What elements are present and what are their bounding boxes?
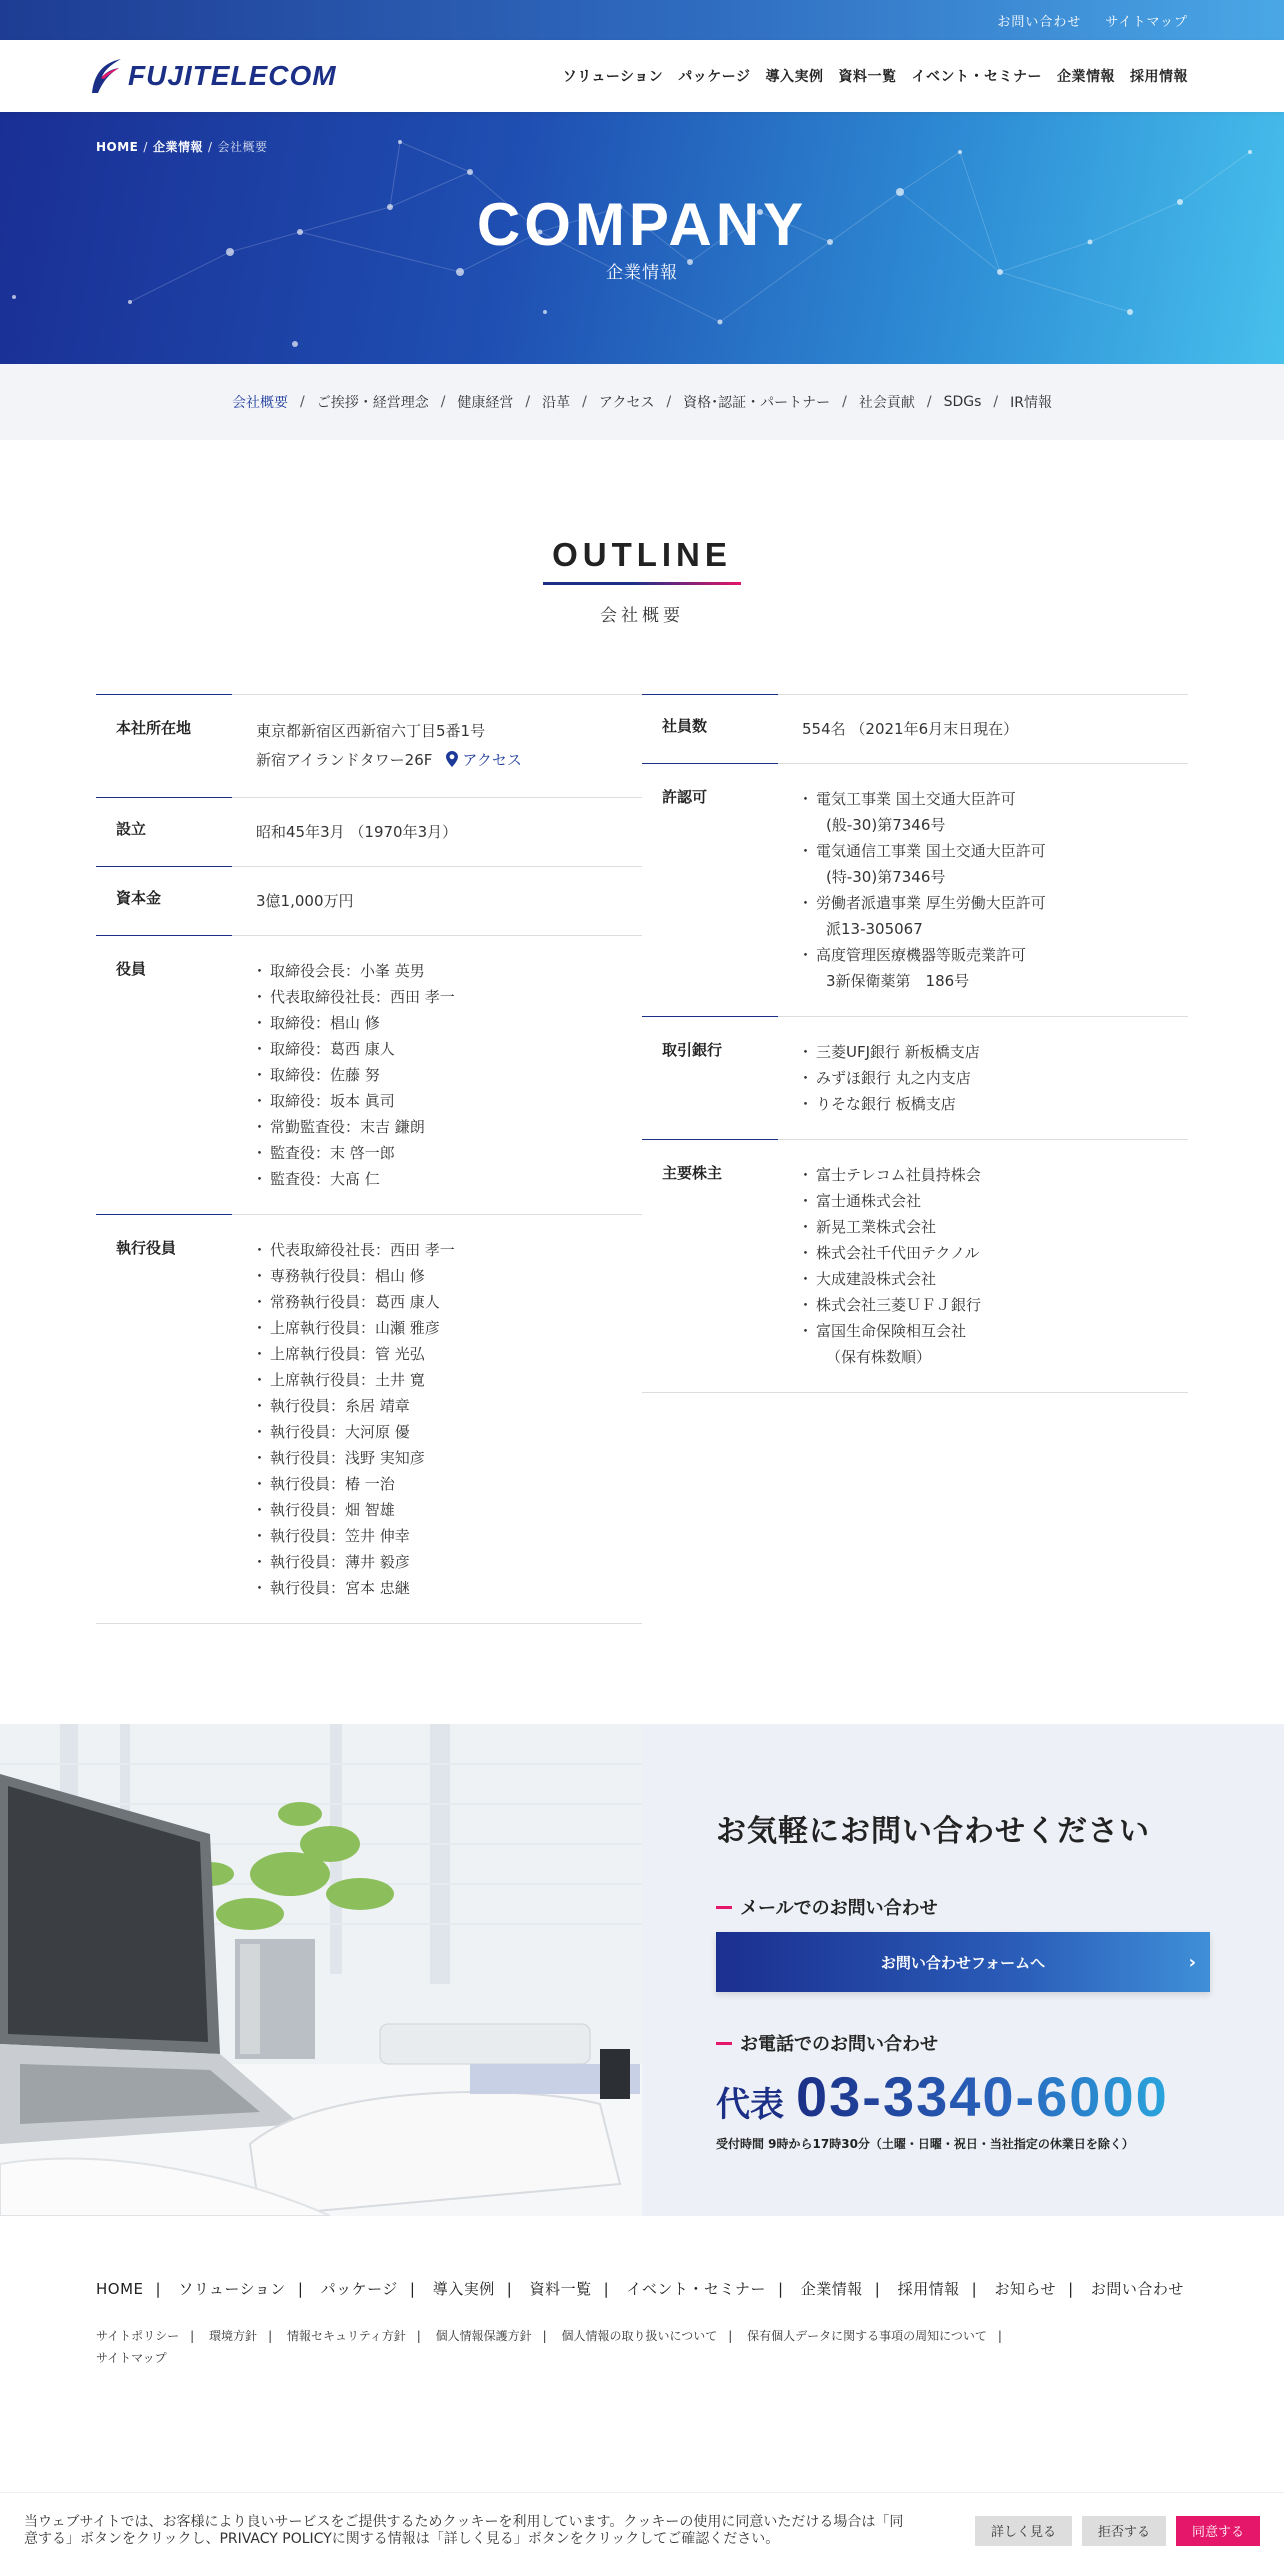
row-value bbox=[778, 764, 1188, 1016]
row-label: 取引銀行 bbox=[642, 1016, 778, 1139]
phone-number[interactable]: 03-3340-6000 bbox=[796, 2065, 1169, 2128]
license-number: 派13-305067 bbox=[826, 920, 923, 938]
hq-address-line2 bbox=[256, 746, 622, 775]
list-item: ・ 株式会社三菱ＵＦＪ銀行 bbox=[802, 1292, 1168, 1318]
list-item: ・ 専務執行役員：椙山 修 bbox=[256, 1263, 622, 1289]
footer-link-personal-data[interactable]: 保有個人データに関する事項の周知について bbox=[747, 2329, 987, 2343]
row-value bbox=[778, 1017, 1188, 1139]
contact-form-button[interactable] bbox=[716, 1932, 1210, 1992]
list-item: ・ 監査役：末 啓一郎 bbox=[256, 1140, 622, 1166]
access-link[interactable] bbox=[446, 751, 522, 769]
logo[interactable] bbox=[88, 57, 337, 95]
row-value: 昭和45年3月 （1970年3月） bbox=[256, 823, 458, 841]
nav-solutions[interactable]: ソリューション bbox=[562, 69, 664, 85]
subnav-message[interactable]: ご挨拶・経営理念 bbox=[316, 395, 429, 411]
list-item: ・ 執行役員：椿 一治 bbox=[256, 1471, 622, 1497]
footer-link-sitemap[interactable]: サイトマップ bbox=[96, 2351, 167, 2365]
list-item bbox=[802, 942, 1168, 994]
footer-link-environment[interactable]: 環境方針 bbox=[209, 2329, 258, 2343]
list-item: ・ 上席執行役員：土井 寛 bbox=[256, 1367, 622, 1393]
row-label: 設立 bbox=[96, 797, 232, 866]
site-header bbox=[0, 40, 1284, 112]
list-item: ・ 富国生命保険相互会社 bbox=[802, 1318, 1168, 1344]
nav-recruit[interactable]: 採用情報 bbox=[1130, 69, 1188, 85]
page-title: COMPANY bbox=[476, 191, 808, 258]
row-officers bbox=[96, 936, 642, 1215]
section-heading bbox=[96, 536, 1188, 626]
list-item: ・ 上席執行役員：管 光弘 bbox=[256, 1341, 622, 1367]
contact-heading: お気軽にお問い合わせください bbox=[716, 1814, 1150, 1849]
phone-label: 代表 bbox=[716, 2085, 784, 2125]
mail-contact-heading: メールでのお問い合わせ bbox=[716, 1894, 1216, 1920]
list-item: ・ 代表取締役社長：西田 孝一 bbox=[256, 984, 622, 1010]
footer-nav-events[interactable]: イベント・セミナー bbox=[626, 2280, 766, 2298]
cookie-message: 当ウェブサイトでは、お客様により良いサービスをご提供するためクッキーを利用しています。クッキーの使用に同意いただける場合は「同意する」ボタンをクリックし、PRIVACY POLICYに関する情報は「詳しく見る」ボタンをクリックしてご確認ください。 bbox=[24, 2513, 904, 2547]
row-value bbox=[232, 936, 642, 1214]
list-item: ・ 取締役：葛西 康人 bbox=[256, 1036, 622, 1062]
list-item: ・ 執行役員：薄井 毅彦 bbox=[256, 1549, 622, 1575]
list-item: ・ 執行役員：畑 智雄 bbox=[256, 1497, 622, 1523]
phone-contact-heading: お電話でのお問い合わせ bbox=[716, 2030, 1216, 2056]
list-item: ・ 代表取締役社長：西田 孝一 bbox=[256, 1237, 622, 1263]
row-label: 執行役員 bbox=[96, 1214, 232, 1623]
access-link-label: アクセス bbox=[462, 751, 522, 769]
officers-list bbox=[256, 958, 622, 1192]
row-label: 本社所在地 bbox=[96, 694, 232, 797]
executives-list bbox=[256, 1237, 622, 1601]
row-label: 役員 bbox=[96, 935, 232, 1214]
subnav-ir[interactable]: IR情報 bbox=[1010, 395, 1052, 411]
footer-nav-solutions[interactable]: ソリューション bbox=[178, 2280, 286, 2298]
list-item: ・ りそな銀行 板橋支店 bbox=[802, 1091, 1168, 1117]
list-item: ・ 株式会社千代田テクノル bbox=[802, 1240, 1168, 1266]
list-item: ・ 大成建設株式会社 bbox=[802, 1266, 1168, 1292]
list-item bbox=[802, 786, 1168, 838]
outline-section bbox=[0, 440, 1284, 1724]
page-subtitle: 企業情報 bbox=[606, 263, 678, 283]
banks-list bbox=[802, 1039, 1168, 1117]
section-title-en: OUTLINE bbox=[552, 536, 732, 573]
cookie-details-button[interactable]: 詳しく見る bbox=[975, 2516, 1072, 2546]
subnav-sdgs[interactable]: SDGs bbox=[943, 394, 982, 410]
shareholders-list bbox=[802, 1162, 1168, 1370]
cookie-agree-button[interactable]: 同意する bbox=[1176, 2516, 1260, 2546]
license-name: 労働者派遣事業 厚生労働大臣許可 bbox=[816, 894, 1046, 912]
list-item: ・ 取締役：坂本 眞司 bbox=[256, 1088, 622, 1114]
footer-nav-packages[interactable]: パッケージ bbox=[320, 2280, 398, 2298]
list-item: ・ 新晃工業株式会社 bbox=[802, 1214, 1168, 1240]
breadcrumb: HOME / 企業情報 / 会社概要 bbox=[96, 140, 268, 154]
footer-policy-links: サイトポリシー | 環境方針 | 情報セキュリティ方針 | 個人情報保護方針 | 個人情報の取り扱いについて | 保有個人データに関する事項の周知について | サイトマップ bbox=[96, 2329, 1002, 2365]
cookie-reject-button[interactable]: 拒否する bbox=[1082, 2516, 1166, 2546]
list-item: ・ 富士通株式会社 bbox=[802, 1188, 1168, 1214]
footer-nav-recruit[interactable]: 採用情報 bbox=[897, 2280, 960, 2298]
footer-link-security[interactable]: 情報セキュリティ方針 bbox=[286, 2329, 406, 2343]
row-value bbox=[232, 695, 642, 797]
contact-panel bbox=[642, 1724, 1284, 2216]
list-item bbox=[802, 890, 1168, 942]
license-number: 3新保衛薬第 186号 bbox=[826, 972, 970, 990]
subnav-outline[interactable]: 会社概要 bbox=[231, 395, 288, 411]
hq-address-building: 新宿アイランドタワー26F bbox=[256, 751, 433, 769]
license-name: 高度管理医療機器等販売業許可 bbox=[816, 946, 1027, 964]
company-info-tables bbox=[96, 694, 1188, 1624]
list-item: ・ 執行役員：糸居 靖章 bbox=[256, 1393, 622, 1419]
license-name: 電気工事業 国土交通大臣許可 bbox=[816, 790, 1016, 808]
list-item: ・ 取締役：佐藤 努 bbox=[256, 1062, 622, 1088]
footer-link-privacy-handling[interactable]: 個人情報の取り扱いについて bbox=[561, 2329, 718, 2343]
info-table-right bbox=[642, 694, 1188, 1624]
cookie-buttons bbox=[975, 2516, 1260, 2546]
list-item: ・ 取締役会長：小峯 英男 bbox=[256, 958, 622, 984]
list-item bbox=[802, 838, 1168, 890]
list-item: ・ 執行役員：笠井 伸幸 bbox=[256, 1523, 622, 1549]
list-item: ・ 常勤監査役：末吉 鎌朗 bbox=[256, 1114, 622, 1140]
row-capital bbox=[96, 867, 642, 936]
row-employees bbox=[642, 694, 1188, 764]
chevron-right-icon: › bbox=[1188, 1952, 1196, 1973]
list-item: ・ みずほ銀行 丸之内支店 bbox=[802, 1065, 1168, 1091]
row-label: 主要株主 bbox=[642, 1139, 778, 1392]
row-executives bbox=[96, 1215, 642, 1624]
contact-section bbox=[0, 1724, 1284, 2216]
row-value bbox=[778, 1140, 1188, 1392]
phone-number-block bbox=[716, 2064, 1216, 2129]
company-subnav: 会社概要 / ご挨拶・経営理念 / 健康経営 / 沿革 / アクセス / 資格･認証・パートナー / 社会貢献 / SDGs / IR情報 bbox=[0, 364, 1284, 440]
map-pin-icon bbox=[446, 751, 458, 767]
nav-case-studies[interactable]: 導入実例 bbox=[765, 69, 824, 85]
subnav-access[interactable]: アクセス bbox=[598, 395, 655, 411]
cookie-consent-bar bbox=[0, 2492, 1284, 2568]
list-item: ・ 常務執行役員：葛西 康人 bbox=[256, 1289, 622, 1315]
topbar-sitemap-link[interactable]: サイトマップ bbox=[1105, 14, 1188, 30]
hq-address-line1: 東京都新宿区西新宿六丁目5番1号 bbox=[256, 722, 486, 740]
row-value: 554名 （2021年6月末日現在） bbox=[802, 720, 1019, 738]
site-footer bbox=[0, 2216, 1284, 2369]
footer-nav-company[interactable]: 企業情報 bbox=[800, 2280, 863, 2298]
nav-events[interactable]: イベント・セミナー bbox=[911, 69, 1042, 85]
list-item: ・ 執行役員：浅野 実知彦 bbox=[256, 1445, 622, 1471]
row-headquarters bbox=[96, 694, 642, 798]
row-founded bbox=[96, 798, 642, 867]
list-item: ・ 執行役員：宮本 忠継 bbox=[256, 1575, 622, 1601]
list-item: ・ 執行役員：大河原 優 bbox=[256, 1419, 622, 1445]
shareholders-note: （保有株数順） bbox=[826, 1348, 932, 1366]
footer-link-privacy-policy[interactable]: 個人情報保護方針 bbox=[435, 2329, 532, 2343]
footer-nav-news[interactable]: お知らせ bbox=[994, 2280, 1057, 2298]
breadcrumb-company[interactable]: 企業情報 bbox=[152, 140, 203, 154]
row-licenses bbox=[642, 764, 1188, 1017]
list-item: ・ 富士テレコム社員持株会 bbox=[802, 1162, 1168, 1188]
list-item: ・ 上席執行役員：山瀬 雅彦 bbox=[256, 1315, 622, 1341]
row-label: 許認可 bbox=[642, 763, 778, 1016]
list-item: ・ 取締役：椙山 修 bbox=[256, 1010, 622, 1036]
license-number: (般-30)第7346号 bbox=[826, 816, 946, 834]
subnav-health[interactable]: 健康経営 bbox=[457, 395, 514, 411]
footer-nav-case-studies[interactable]: 導入実例 bbox=[432, 2280, 495, 2298]
footer-nav: HOME | ソリューション | パッケージ | 導入実例 | 資料一覧 | イベント・セミナー | 企業情報 | 採用情報 | お知らせ | お問い合わせ bbox=[96, 2280, 1184, 2298]
nav-company[interactable]: 企業情報 bbox=[1057, 69, 1115, 85]
subnav-certifications[interactable]: 資格･認証・パートナー bbox=[683, 395, 831, 411]
hero-banner bbox=[0, 112, 1284, 364]
nav-documents[interactable]: 資料一覧 bbox=[838, 69, 897, 85]
license-name: 電気通信工事業 国土交通大臣許可 bbox=[816, 842, 1046, 860]
footer-nav-home[interactable]: HOME bbox=[96, 2280, 144, 2298]
nav-packages[interactable]: パッケージ bbox=[678, 69, 751, 85]
logo-mark-icon bbox=[88, 57, 122, 95]
office-desk-photo bbox=[0, 1724, 642, 2216]
breadcrumb-home[interactable]: HOME bbox=[96, 140, 139, 154]
row-banks bbox=[642, 1017, 1188, 1140]
license-number: (特-30)第7346号 bbox=[826, 868, 946, 886]
reception-hours: 受付時間 9時から17時30分（土曜・日曜・祝日・当社指定の休業日を除く） bbox=[716, 2137, 1134, 2151]
footer-link-site-policy[interactable]: サイトポリシー bbox=[96, 2329, 180, 2343]
office-desk-illustration bbox=[0, 1724, 642, 2216]
utility-bar bbox=[0, 0, 1284, 40]
footer-nav-documents[interactable]: 資料一覧 bbox=[529, 2280, 592, 2298]
row-label: 社員数 bbox=[642, 694, 778, 763]
info-table-left bbox=[96, 694, 642, 1624]
global-nav bbox=[563, 66, 1188, 86]
row-value bbox=[232, 1215, 642, 1623]
breadcrumb-current: 会社概要 bbox=[217, 140, 268, 154]
subnav-csr[interactable]: 社会貢献 bbox=[858, 395, 915, 411]
licenses-list bbox=[802, 786, 1168, 994]
row-value: 3億1,000万円 bbox=[256, 892, 354, 910]
subnav-history[interactable]: 沿革 bbox=[542, 395, 571, 411]
topbar-contact-link[interactable]: お問い合わせ bbox=[997, 14, 1082, 30]
section-title-ja: 会社概要 bbox=[600, 606, 684, 626]
logo-text: FUJITELECOM bbox=[128, 60, 337, 91]
footer-nav-contact[interactable]: お問い合わせ bbox=[1090, 2280, 1184, 2298]
title-underline bbox=[543, 582, 741, 585]
row-shareholders bbox=[642, 1140, 1188, 1393]
list-item: ・ 三菱UFJ銀行 新板橋支店 bbox=[802, 1039, 1168, 1065]
list-item: ・ 監査役：大髙 仁 bbox=[256, 1166, 622, 1192]
row-label: 資本金 bbox=[96, 866, 232, 935]
contact-form-button-label: お問い合わせフォームへ bbox=[880, 1953, 1046, 1972]
